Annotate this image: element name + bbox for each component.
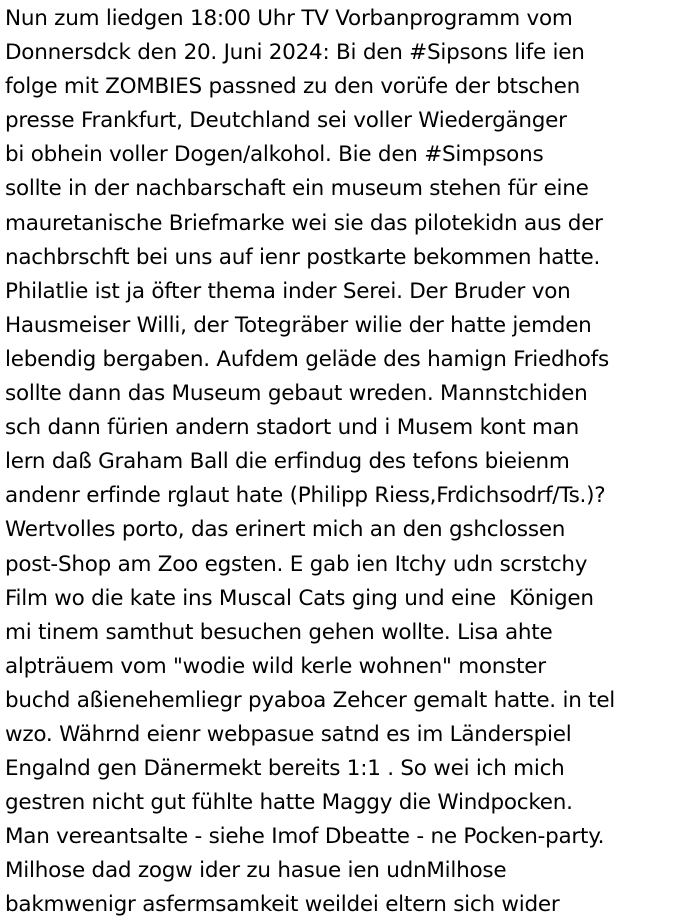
text-line: Film wo die kate ins Muscal Cats ging und eine Königen (5, 585, 594, 611)
text-line: buchd aßienehemliegr pyaboa Zehcer gemalt hatte. in tel (5, 687, 616, 713)
text-line: Hausmeiser Willi, der Totegräber wilie der hatte jemden (5, 312, 592, 338)
text-line: Nun zum liedgen 18:00 Uhr TV Vorbanprogramm vom (5, 6, 573, 31)
text-line: mauretanische Briefmarke wei sie das pilotekidn aus der (5, 210, 603, 236)
text-line: presse Frankfurt, Deutchland sei voller Wiedergänger (5, 108, 567, 134)
text-line: folge mit ZOMBIES passned zu den vorüfe der btschen (5, 74, 580, 100)
text-line: lern daß Graham Ball die erfindug des tefons bieienm (5, 449, 570, 475)
text-line: Milhose dad zogw ider zu hasue ien udnMilhose (5, 858, 507, 884)
text-line: alpträuem vom "wodie wild kerle wohnen" monster (5, 653, 546, 679)
text-line: sollte in der nachbarschaft ein museum stehen für eine (5, 176, 589, 202)
text-line: mi tinem samthut besuchen gehen wollte. Lisa ahte (5, 619, 553, 645)
text-line: post-Shop am Zoo egsten. E gab ien Itchy udn scrstchy (5, 551, 588, 577)
text-line: bakmwenigr asfermsamkeit weildei eltern sich wider (5, 892, 560, 918)
text-line: Man vereantsalte - siehe Imof Dbeatte - ne Pocken-party. (5, 824, 605, 850)
text-line: lebendig bergaben. Aufdem geläde des hamign Friedhofs (5, 346, 609, 372)
text-line: bi obhein voller Dogen/alkohol. Bie den #Simpsons (5, 142, 544, 168)
document-page (5, 2, 684, 920)
text-line: nachbrschft bei uns auf ienr postkarte bekommen hatte. (5, 244, 601, 270)
text-line: sollte dann das Museum gebaut wreden. Mannstchiden (5, 381, 588, 407)
text-line: Engalnd gen Dänermekt bereits 1:1 . So wei ich mich (5, 756, 565, 782)
text-line: Donnersdck den 20. Juni 2024: Bi den #Sipsons life ien (5, 40, 585, 66)
text-line: wzo. Währnd eienr webpasue satnd es im Länderspiel (5, 721, 572, 747)
text-line: sch dann fürien andern stadort und i Musem kont man (5, 415, 580, 441)
text-line: Philatlie ist ja öfter thema inder Serei. Der Bruder von (5, 278, 571, 304)
text-line: andenr erfinde rglaut hate (Philipp Riess,Frdichsodrf/Ts.)? (5, 483, 606, 509)
text-line: Wertvolles porto, das erinert mich an den gshclossen (5, 517, 566, 543)
text-line: gestren nicht gut fühlte hatte Maggy die Windpocken. (5, 790, 573, 816)
